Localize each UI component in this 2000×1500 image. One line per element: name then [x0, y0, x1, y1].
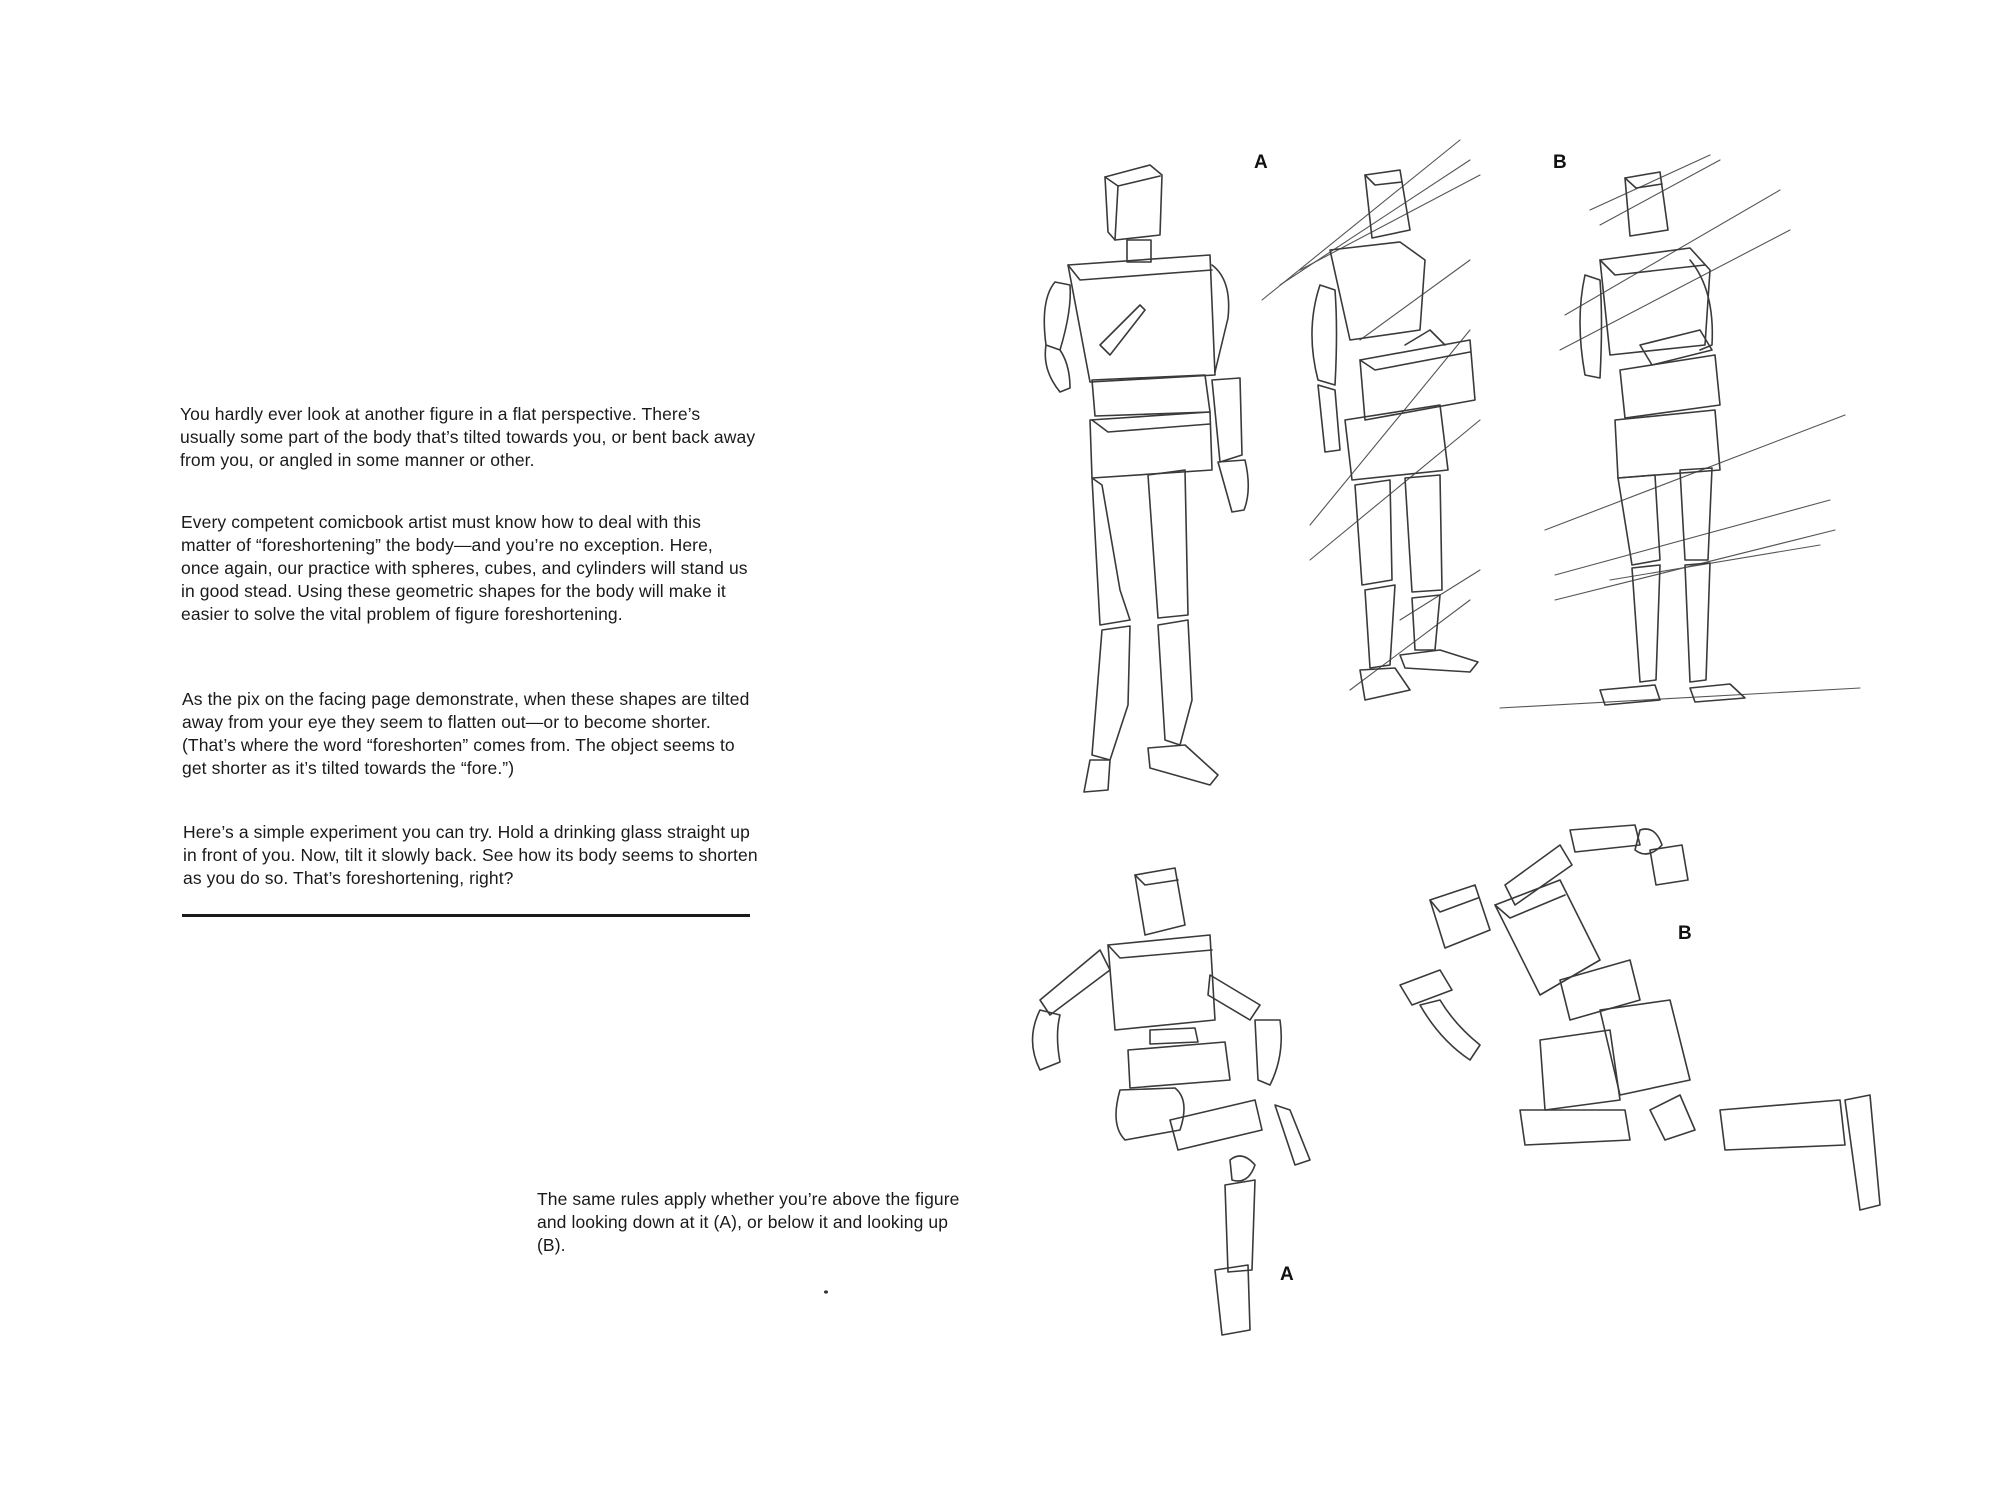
figure-crouch-from-below-b — [1400, 825, 1880, 1210]
figure-standing-front — [1044, 165, 1248, 792]
label-top-a: A — [1254, 152, 1268, 173]
caption-above-below: The same rules apply whether you’re above the figure and looking down at it (A), or below it and looking up (B). — [537, 1189, 960, 1255]
paragraph-foreshortening-intro: Every competent comicbook artist must know how to deal with this matter of “foreshortening” the body—and you’re no exception. Here, once again, our practice with spheres, cubes, and cylinders will stand us in good stead. Using these geometric shapes for the body will make it easier to solve the vital problem of figure foreshortening. — [181, 512, 748, 624]
label-top-b: B — [1553, 152, 1567, 173]
paragraph-flat-perspective: You hardly ever look at another figure in a flat perspective. There’s usually some part of the body that’s tilted towards you, or bent back away from you, or angled in some manner or other. — [180, 404, 756, 470]
figure-crouch-from-above-a — [1033, 868, 1311, 1335]
figure-side-view-a — [1262, 140, 1480, 700]
paragraph-glass-experiment: Here’s a simple experiment you can try. Hold a drinking glass straight up in front of you. Now, tilt it slowly back. See how its body seems to shorten as you do so. That’s foreshortening, right? — [183, 822, 758, 888]
figure-back-view-b — [1500, 155, 1860, 708]
label-bottom-a: A — [1280, 1264, 1294, 1285]
paragraph-shapes-flatten: As the pix on the facing page demonstrate, when these shapes are tilted away from your eye they seem to flatten out—or to become shorter. (That’s where the word “foreshorten” comes from. The object seems to get shorter as it’s tilted towards the “fore.”) — [182, 689, 750, 778]
label-bottom-b: B — [1678, 923, 1692, 944]
